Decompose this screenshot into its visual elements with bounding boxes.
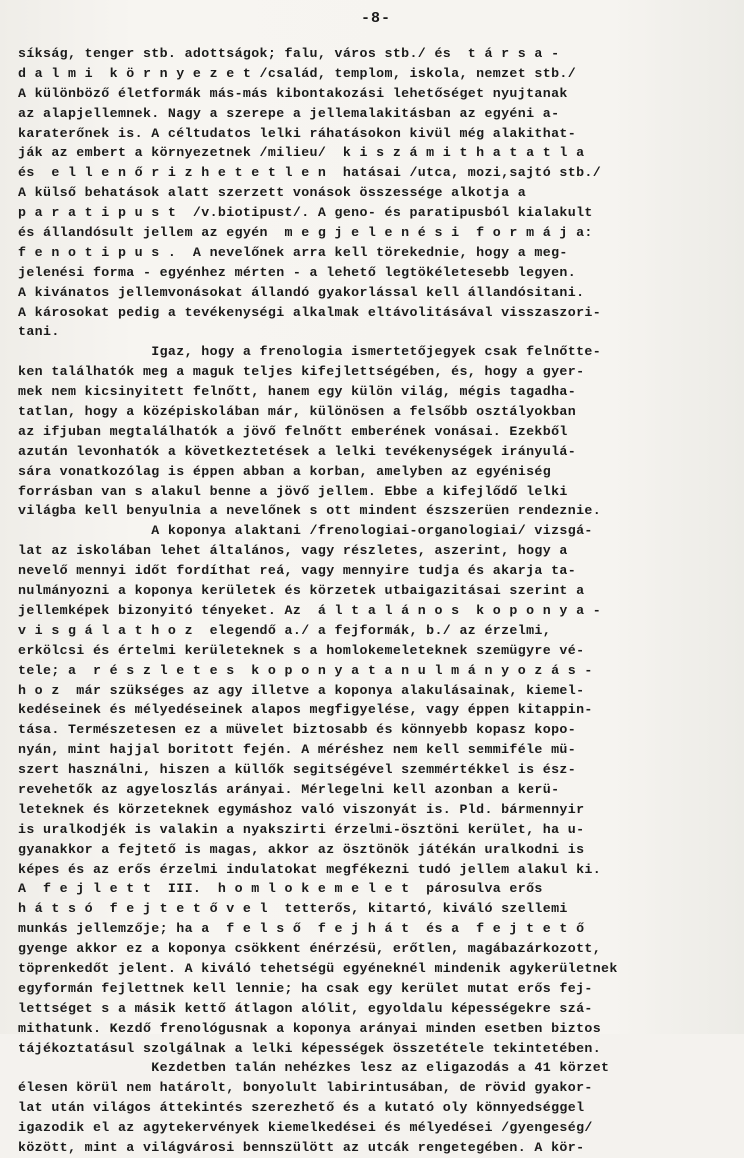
- text-line: v i s g á l a t h o z elegendő a./ a fejformák, b./ az érzelmi,: [18, 622, 552, 638]
- text-line: lat után világos áttekintés szerezhető és a kutató oly könnyedséggel: [18, 1100, 585, 1116]
- text-line: A kivánatos jellemvonásokat állandó gyakorlással kell állandósitani.: [18, 284, 585, 300]
- text-line: leteknek és körzeteknek egymáshoz való viszonyát is. Pld. bármennyir: [18, 801, 585, 817]
- text-line: is uralkodjék is valakin a nyakszirti érzelmi-ösztöni kerület, ha u-: [18, 821, 585, 837]
- text-line: A koponya alaktani /frenologiai-organologiai/ vizsgá-: [18, 523, 593, 539]
- text-line: forrásban van s alakul benne a jövő jellem. Ebbe a kifejlődő lelki: [18, 483, 568, 499]
- text-line: nevelő mennyi időt fordíthat reá, vagy mennyire tudja és akarja ta-: [18, 563, 577, 579]
- text-line: p a r a t i p u s t /v.biotipust/. A geno- és paratipusból kialakult: [18, 205, 593, 221]
- text-line: mek nem kicsinyitett felnőtt, hanem egy külön világ, mégis tagadha-: [18, 384, 577, 400]
- text-line: nyán, mint hajjal boritott fején. A méréshez nem kell semmiféle mü-: [18, 742, 577, 758]
- text-line: egyformán fejlettnek kell lennie; ha csak egy kerület mutat erős fej-: [18, 980, 593, 996]
- text-line: lettséget s a másik kettő átlagon alólit, egyoldalu képességekre szá-: [18, 1000, 593, 1016]
- text-line: Igaz, hogy a frenologia ismertetőjegyek csak felnőtte-: [18, 344, 602, 360]
- text-line: és állandósult jellem az egyén m e g j e l e n é s i f o r m á j a:: [18, 225, 593, 241]
- text-line: h á t s ó f e j t e t ő v e l tetterős, kitartó, kiváló szellemi: [18, 901, 568, 917]
- text-line: gyenge akkor ez a koponya csökkent énérzésü, erőtlen, magábazárkozott,: [18, 941, 602, 957]
- text-line: szert használni, hiszen a küllők segitségével szemmértékkel is ész-: [18, 762, 577, 778]
- text-line: A károsokat pedig a tevékenységi alkalmak eltávolitásával visszaszori-: [18, 304, 602, 320]
- text-line: és e l l e n ő r i z h e t e t l e n hatásai /utca, mozi,sajtó stb./: [18, 165, 602, 181]
- text-line: sára vonatkozólag is éppen abban a korban, amelyben az egyéniség: [18, 463, 552, 479]
- page-number: -8-: [360, 10, 391, 27]
- text-line: jellemképek bizonyitó tényeket. Az á l t a l á n o s k o p o n y a -: [18, 602, 602, 618]
- text-line: kedéseinek és mélyedéseinek alapos megfigyelése, vagy éppen kitappin-: [18, 702, 593, 718]
- text-line: képes és az erős érzelmi indulatokat megfékezni tudó jellem alakul ki.: [18, 861, 602, 877]
- text-line: munkás jellemzője; ha a f e l s ő f e j h á t és a f e j t e t ő: [18, 921, 585, 937]
- page-text: [18, 44, 734, 1158]
- text-line: tele; a r é s z l e t e s k o p o n y a t a n u l m á n y o z á s -: [18, 662, 593, 678]
- text-line: igazodik el az agytekervények kiemelkedései és mélyedései /gyengeség/: [18, 1120, 593, 1136]
- text-line: lat az iskolában lehet általános, vagy részletes, aszerint, hogy a: [18, 543, 568, 559]
- text-line: az alapjellemnek. Nagy a szerepe a jellemalakitásban az egyéni a-: [18, 105, 560, 121]
- text-line: élesen körül nem határolt, bonyolult labirintusában, de rövid gyakor-: [18, 1080, 593, 1096]
- text-line: f e n o t i p u s . A nevelőnek arra kell törekednie, hogy a meg-: [18, 244, 568, 260]
- text-line: gyanakkor a fejtető is magas, akkor az ösztönök játékán uralkodni is: [18, 841, 585, 857]
- text-line: jelenési forma - egyénhez mérten - a lehető legtökéletesebb legyen.: [18, 264, 577, 280]
- text-line: tatlan, hogy a középiskolában már, különösen a felsőbb osztályokban: [18, 404, 577, 420]
- text-line: erkölcsi és értelmi kerületeknek s a homlokemeleteknek szemügyre vé-: [18, 642, 585, 658]
- text-line: mithatunk. Kezdő frenológusnak a koponya arányai minden esetben biztos: [18, 1020, 602, 1036]
- text-line: d a l m i k ö r n y e z e t /család, templom, iskola, nemzet stb./: [18, 65, 577, 81]
- text-line: az ifjuban megtalálhatók a jövő felnőtt emberének vonásai. Ezekből: [18, 423, 568, 439]
- text-line: A külső behatások alatt szerzett vonások összessége alkotja a: [18, 185, 527, 201]
- text-line: h o z már szükséges az agy illetve a koponya alakulásainak, kiemel-: [18, 682, 585, 698]
- text-line: A f e j l e t t III. h o m l o k e m e l e t párosulva erős: [18, 881, 543, 897]
- text-line: nulmányozni a koponya kerületek és körzetek utbaigazitásai szerint a: [18, 583, 585, 599]
- text-line: tájékoztatásul szolgálnak a lelki képességek összetétele tekintetében.: [18, 1040, 602, 1056]
- text-line: A különböző életformák más-más kibontakozási lehetőséget nyujtanak: [18, 85, 568, 101]
- text-line: töprenkedőt jelent. A kiváló tehetségü egyéneknél mindenik agykerületnek: [18, 960, 618, 976]
- text-line: tása. Természetesen ez a müvelet biztosabb és könnyebb kopasz kopo-: [18, 722, 577, 738]
- text-line: ken találhatók meg a maguk teljes kifejlettségében, és, hogy a gyer-: [18, 364, 585, 380]
- text-line: azután levonhatók a következtetések a lelki tevékenységek irányulá-: [18, 443, 577, 459]
- text-line: világba kell benyulnia a nevelőnek s ott mindent észszerüen rendeznie.: [18, 503, 602, 519]
- text-line: síkság, tenger stb. adottságok; falu, város stb./ és t á r s a -: [18, 46, 560, 61]
- text-line: Kezdetben talán nehézkes lesz az eligazodás a 41 körzet: [18, 1060, 610, 1076]
- text-line: tani.: [18, 324, 60, 340]
- text-line: ják az embert a környezetnek /milieu/ k i s z á m i t h a t a t l a: [18, 145, 585, 161]
- text-line: karaterőnek is. A céltudatos lelki ráhatásokon kivül még alakithat-: [18, 125, 577, 141]
- text-line: revehetők az agyeloszlás arányai. Mérlegelni kell azonban a kerü-: [18, 781, 560, 797]
- text-line: között, mint a világvárosi bennszülött az utcák rengetegében. A kör-: [18, 1139, 585, 1155]
